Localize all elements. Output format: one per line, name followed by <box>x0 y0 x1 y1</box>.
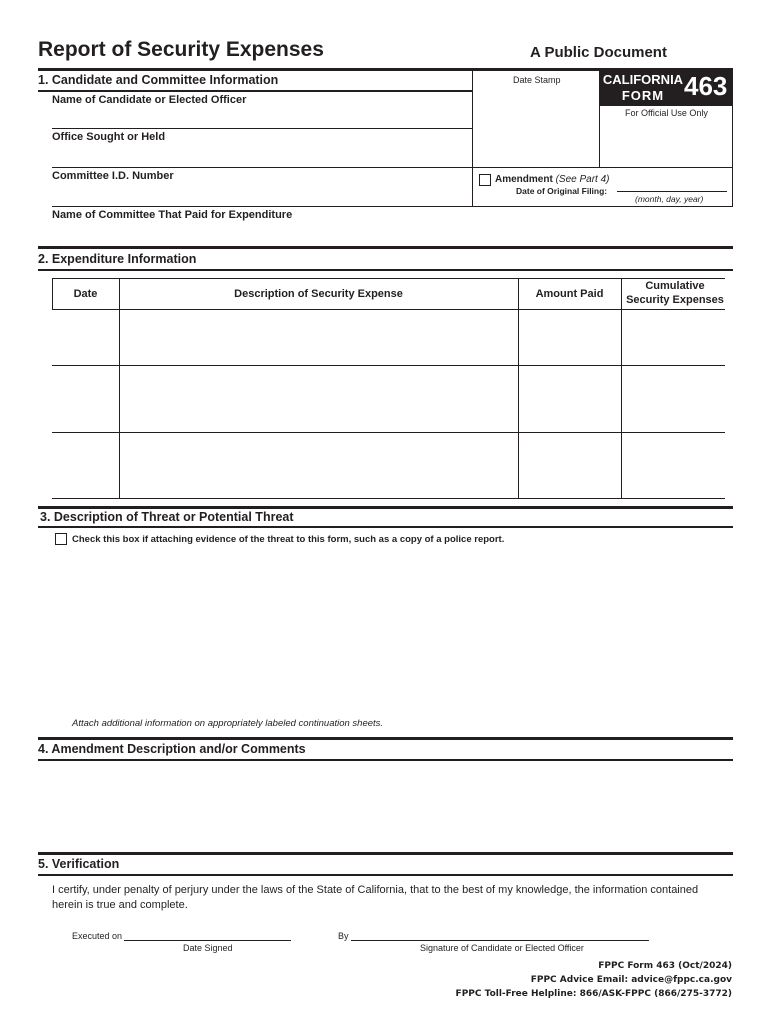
section4-heading: 4. Amendment Description and/or Comments <box>38 742 306 756</box>
certification-line-2: herein is true and complete. <box>52 899 188 911</box>
committee-id-field[interactable] <box>52 206 472 207</box>
threat-description-area[interactable] <box>52 550 732 710</box>
table-row-2-cumulative[interactable] <box>622 366 725 432</box>
committee-id-label: Committee I.D. Number <box>52 170 174 182</box>
section3-rule <box>38 526 733 528</box>
table-row-1-amount[interactable] <box>519 310 621 365</box>
attach-note: Attach additional information on appropriately labeled continuation sheets. <box>72 718 384 729</box>
amendment-checkbox[interactable] <box>479 174 491 186</box>
section4-rule <box>38 759 733 761</box>
stamp-box-left <box>472 70 473 207</box>
date-stamp-label: Date Stamp <box>513 75 561 85</box>
table-row-3-amount[interactable] <box>519 433 621 498</box>
section5-top-rule <box>38 852 733 855</box>
table-row-1-description[interactable] <box>120 310 518 365</box>
table-row-1-cumulative[interactable] <box>622 310 725 365</box>
table-row-1-date[interactable] <box>53 310 119 365</box>
section2-rule <box>38 269 733 271</box>
original-filing-label: Date of Original Filing: <box>516 186 608 196</box>
section1-heading: 1. Candidate and Committee Information <box>38 73 279 87</box>
col-header-cumulative: Cumulative <box>645 280 705 292</box>
stamp-box-bottom <box>472 206 733 207</box>
threat-evidence-label: Check this box if attaching evidence of the threat to this form, such as a copy of a police report. <box>72 534 505 545</box>
certification-line-1: I certify, under penalty of perjury under the laws of the State of California, that to the best of my knowledge, the information contained <box>52 884 699 896</box>
table-row-3-cumulative[interactable] <box>622 433 725 498</box>
footer-helpline: FPPC Toll-Free Helpline: 866/ASK-FPPC (866/275-3772) <box>455 989 732 999</box>
table-row-2-amount[interactable] <box>519 366 621 432</box>
date-signed-label: Date Signed <box>183 943 233 953</box>
section2-heading: 2. Expenditure Information <box>38 252 197 266</box>
signature-label: Signature of Candidate or Elected Officer <box>420 943 584 953</box>
executed-on-label: Executed on <box>72 931 123 941</box>
office-label: Office Sought or Held <box>52 131 166 143</box>
section5-rule <box>38 874 733 876</box>
table-top <box>52 278 725 279</box>
form-number-badge <box>600 70 733 106</box>
table-row-3-date[interactable] <box>53 433 119 498</box>
form-number: 463 <box>684 71 728 101</box>
table-bottom <box>52 498 725 499</box>
col-header-date: Date <box>73 288 98 300</box>
date-format-hint: (month, day, year) <box>635 194 704 204</box>
threat-evidence-checkbox[interactable] <box>55 533 67 545</box>
footer-advice-email: FPPC Advice Email: advice@fppc.ca.gov <box>530 975 732 985</box>
certification-text <box>52 883 732 913</box>
section2-top-rule <box>38 246 733 249</box>
amendment-see-label: (See Part 4) <box>555 174 610 185</box>
col-header-security-expenses: Security Expenses <box>626 294 724 306</box>
section4-top-rule <box>38 737 733 740</box>
table-row-2-description[interactable] <box>120 366 518 432</box>
amendment-label-group <box>495 174 610 185</box>
office-field[interactable] <box>52 167 472 168</box>
col-header-description: Description of Security Expense <box>234 288 403 300</box>
official-use-label: For Official Use Only <box>625 108 708 118</box>
section3-heading: 3. Description of Threat or Potential Threat <box>40 510 294 524</box>
date-signed-field[interactable] <box>124 940 291 941</box>
section1-rule <box>38 90 472 92</box>
section5-heading: 5. Verification <box>38 857 120 871</box>
committee-name-label: Name of Committee That Paid for Expenditure <box>52 209 293 221</box>
form-word-label: FORM <box>621 88 665 103</box>
original-filing-field[interactable] <box>617 191 727 192</box>
form-state-label: CALIFORNIA <box>602 72 684 87</box>
amendment-comments-area[interactable] <box>52 764 732 848</box>
by-label: By <box>338 931 349 941</box>
section3-top-rule <box>38 506 733 509</box>
table-row-2-date[interactable] <box>53 366 119 432</box>
candidate-name-label: Name of Candidate or Elected Officer <box>52 94 247 106</box>
signature-field[interactable] <box>351 940 649 941</box>
footer-form-id: FPPC Form 463 (Oct/2024) <box>598 961 732 971</box>
form-title: Report of Security Expenses <box>38 38 324 61</box>
table-row-3-description[interactable] <box>120 433 518 498</box>
amendment-label: Amendment <box>495 174 553 185</box>
col-header-amount: Amount Paid <box>535 288 604 300</box>
stamp-box-divider <box>472 167 733 168</box>
candidate-name-field[interactable] <box>52 128 472 129</box>
public-document-label: A Public Document <box>530 44 667 61</box>
